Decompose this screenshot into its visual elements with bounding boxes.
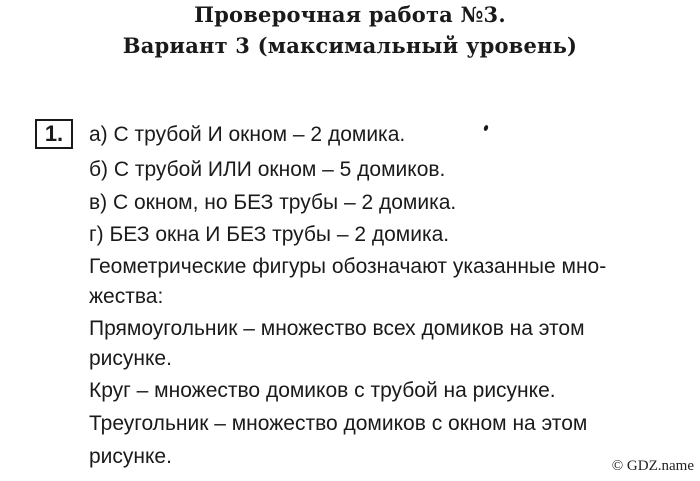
ink-speck: [483, 124, 489, 131]
answer-item-a: а) С трубой И окном – 2 домика.: [89, 123, 406, 146]
text-line-4: рисунке.: [89, 347, 172, 370]
text-line-3: Прямоугольник – множество всех домиков на этом: [89, 317, 585, 340]
watermark: © GDZ.name: [611, 458, 694, 474]
answer-item-d: г) БЕЗ окна И БЕЗ трубы – 2 домика.: [89, 223, 450, 246]
answer-item-b: б) С трубой ИЛИ окном – 5 домиков.: [89, 158, 446, 181]
text-line-6: Треугольник – множество домиков с окном на этом: [89, 412, 588, 435]
page-title: Проверочная работа №3.: [194, 2, 506, 27]
text-line-1: Геометрические фигуры обозначают указанные мно-: [89, 255, 607, 278]
answer-item-c: в) С окном, но БЕЗ трубы – 2 домика.: [89, 191, 457, 214]
page-subtitle: Вариант 3 (максимальный уровень): [122, 33, 578, 58]
task-number-box: 1.: [35, 119, 73, 149]
text-line-5: Круг – множество домиков с трубой на рисунке.: [89, 379, 556, 402]
text-line-2: жества:: [89, 285, 164, 308]
text-line-7: рисунке.: [89, 445, 172, 468]
